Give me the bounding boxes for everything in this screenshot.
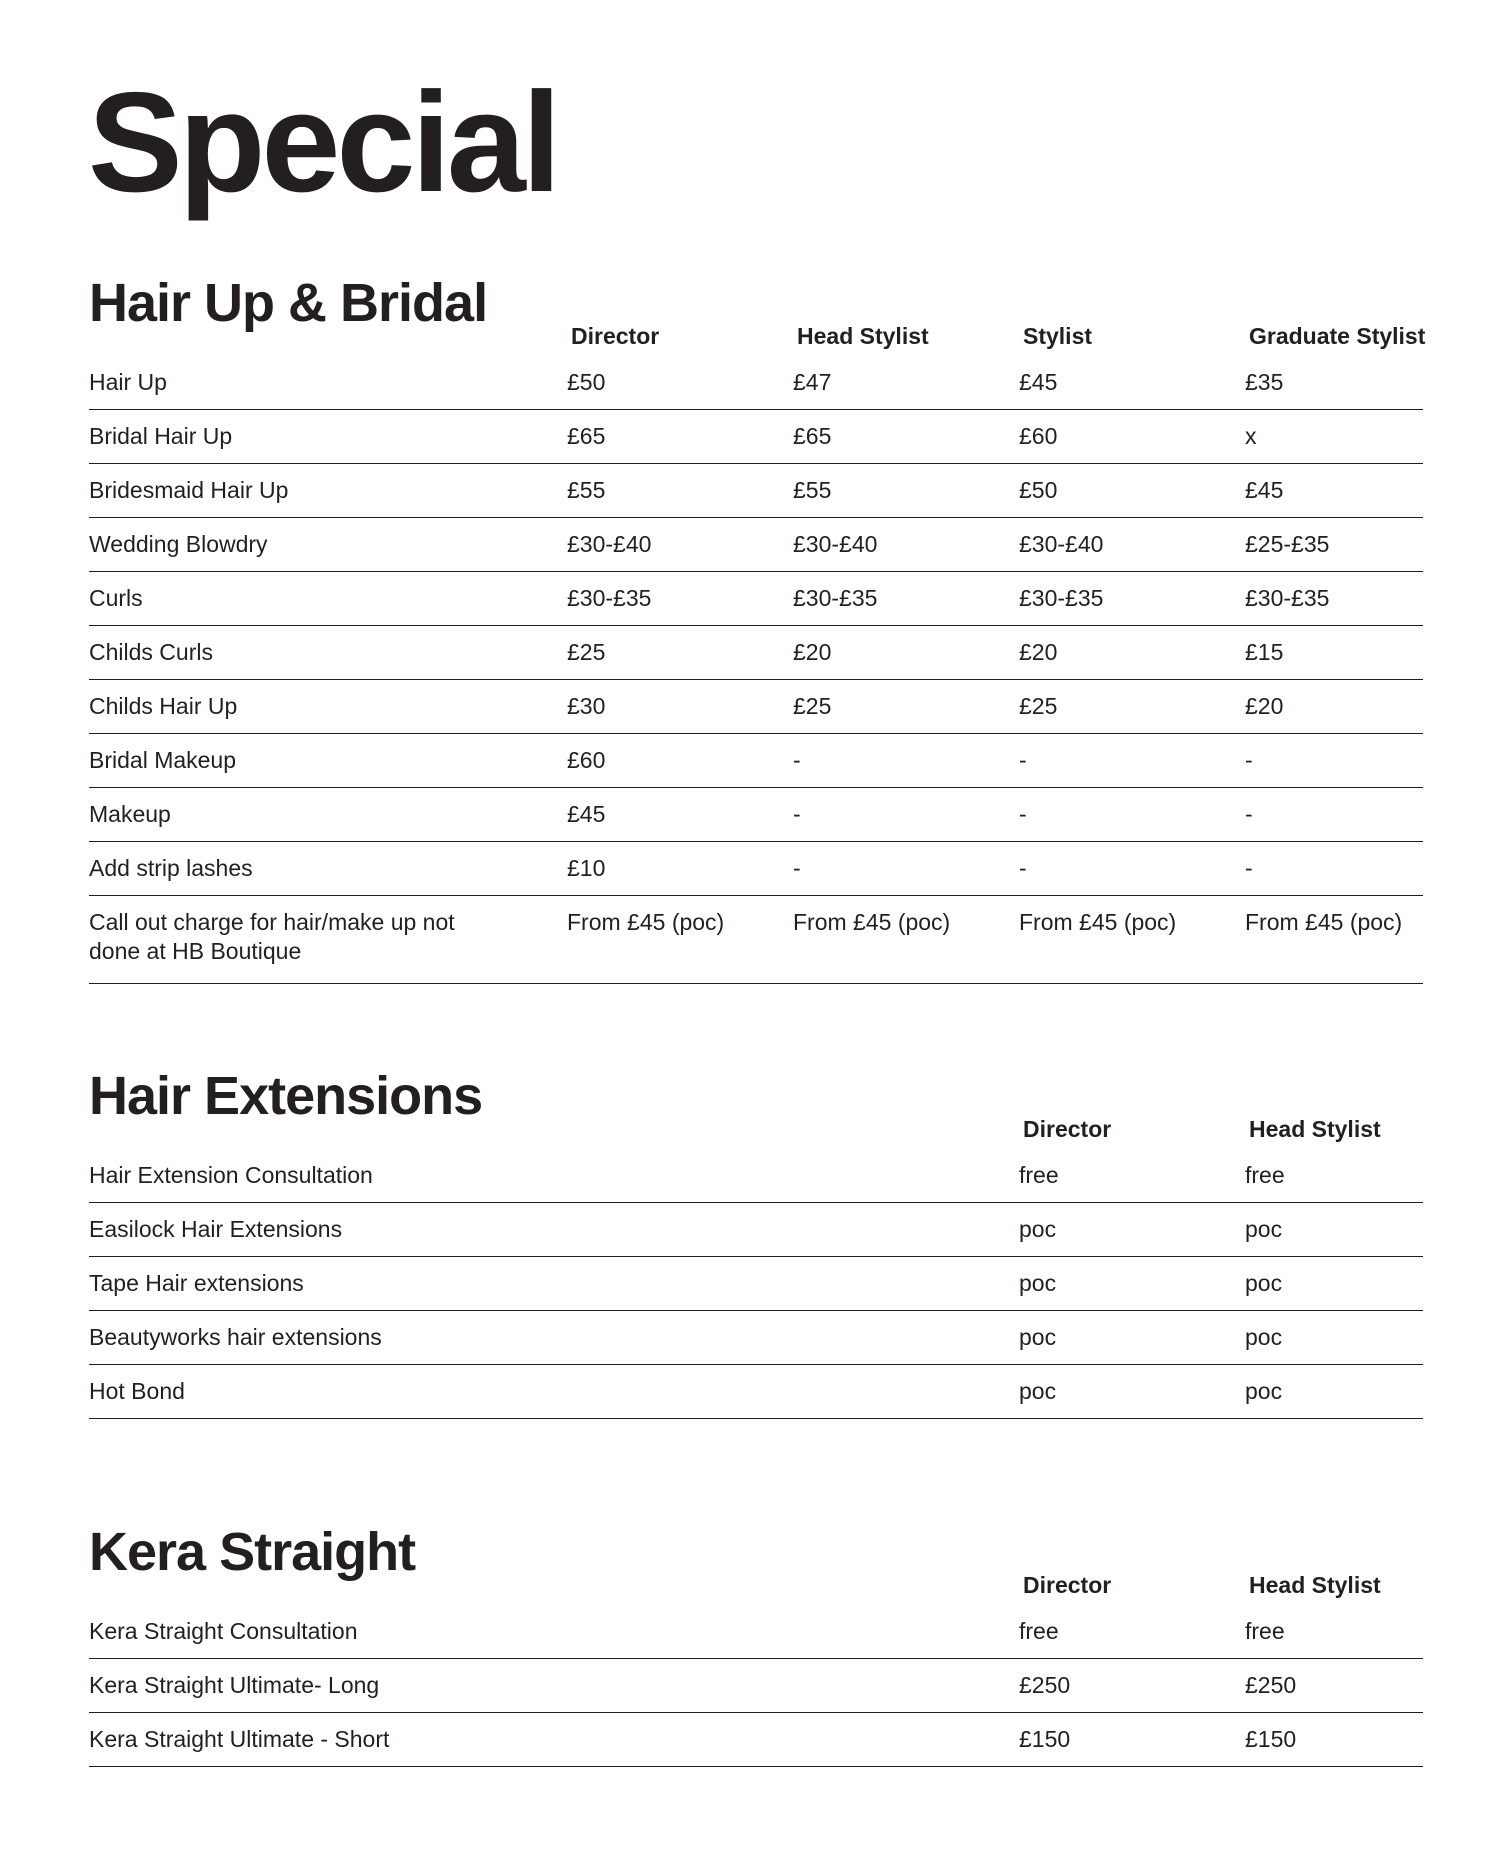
service-name: Hair Up bbox=[89, 369, 167, 395]
column-header-director: Director bbox=[571, 323, 660, 349]
service-name: Bridal Makeup bbox=[89, 747, 237, 773]
service-name: Bridal Hair Up bbox=[89, 423, 233, 449]
table-row bbox=[89, 572, 1423, 626]
price-director: £30-£40 bbox=[567, 531, 652, 557]
price-director: £55 bbox=[567, 477, 606, 503]
price-stylist: £30-£40 bbox=[1019, 531, 1104, 557]
column-header-director: Director bbox=[1023, 1572, 1112, 1598]
price-stylist: £20 bbox=[1019, 639, 1058, 665]
table-row bbox=[89, 1659, 1423, 1713]
price-graduate-stylist: £35 bbox=[1245, 369, 1284, 395]
price-head-stylist: £65 bbox=[793, 423, 832, 449]
price-director: £250 bbox=[1019, 1672, 1071, 1698]
service-name: Add strip lashes bbox=[89, 855, 253, 881]
service-name: Bridesmaid Hair Up bbox=[89, 477, 289, 503]
table-row bbox=[89, 1605, 1423, 1659]
service-name: Childs Hair Up bbox=[89, 693, 238, 719]
price-head-stylist: £150 bbox=[1245, 1726, 1297, 1752]
column-header-head-stylist: Head Stylist bbox=[1249, 1116, 1381, 1142]
service-name: Tape Hair extensions bbox=[89, 1270, 304, 1296]
section-hair-up-bridal bbox=[89, 273, 1426, 984]
price-head-stylist: - bbox=[793, 747, 801, 773]
price-director: free bbox=[1019, 1618, 1059, 1644]
price-director: poc bbox=[1019, 1216, 1057, 1242]
price-graduate-stylist: x bbox=[1245, 423, 1257, 449]
section-hair-extensions bbox=[89, 1066, 1423, 1419]
price-head-stylist: - bbox=[793, 855, 801, 881]
price-director: £150 bbox=[1019, 1726, 1071, 1752]
table-row bbox=[89, 518, 1423, 572]
table-row bbox=[89, 626, 1423, 680]
table-row bbox=[89, 1713, 1423, 1767]
table-row bbox=[89, 896, 1423, 984]
price-graduate-stylist: - bbox=[1245, 855, 1253, 881]
table-row bbox=[89, 1365, 1423, 1419]
service-name: Makeup bbox=[89, 801, 171, 827]
price-graduate-stylist: - bbox=[1245, 801, 1253, 827]
table-row bbox=[89, 356, 1423, 410]
price-head-stylist: £25 bbox=[793, 693, 832, 719]
table-row bbox=[89, 734, 1423, 788]
price-stylist: £45 bbox=[1019, 369, 1058, 395]
service-name: Kera Straight Consultation bbox=[89, 1618, 358, 1644]
column-header-stylist: Stylist bbox=[1023, 323, 1093, 349]
price-stylist: £25 bbox=[1019, 693, 1058, 719]
service-name: Kera Straight Ultimate- Long bbox=[89, 1672, 380, 1698]
price-head-stylist: free bbox=[1245, 1618, 1285, 1644]
service-name: Hair Extension Consultation bbox=[89, 1162, 373, 1188]
service-name: Kera Straight Ultimate - Short bbox=[89, 1726, 390, 1752]
price-director: poc bbox=[1019, 1270, 1057, 1296]
table-row bbox=[89, 410, 1423, 464]
price-head-stylist: £30-£40 bbox=[793, 531, 878, 557]
table-row bbox=[89, 1311, 1423, 1365]
price-director: £50 bbox=[567, 369, 606, 395]
price-stylist: - bbox=[1019, 801, 1027, 827]
price-stylist: - bbox=[1019, 855, 1027, 881]
service-name: Call out charge for hair/make up not done at HB Boutique bbox=[89, 909, 455, 964]
service-name: Hot Bond bbox=[89, 1378, 185, 1404]
table-row bbox=[89, 680, 1423, 734]
service-name: Easilock Hair Extensions bbox=[89, 1216, 343, 1242]
price-graduate-stylist: £30-£35 bbox=[1245, 585, 1330, 611]
price-director: £25 bbox=[567, 639, 606, 665]
price-director: £30-£35 bbox=[567, 585, 652, 611]
price-graduate-stylist: £15 bbox=[1245, 639, 1284, 665]
column-header-graduate-stylist: Graduate Stylist bbox=[1249, 323, 1426, 349]
table-row bbox=[89, 464, 1423, 518]
price-head-stylist: £47 bbox=[793, 369, 832, 395]
column-header-head-stylist: Head Stylist bbox=[1249, 1572, 1381, 1598]
section-header bbox=[89, 1522, 1423, 1605]
service-name: Wedding Blowdry bbox=[89, 531, 268, 557]
price-director: £30 bbox=[567, 693, 606, 719]
price-graduate-stylist: £20 bbox=[1245, 693, 1284, 719]
price-graduate-stylist: £25-£35 bbox=[1245, 531, 1330, 557]
price-head-stylist: £30-£35 bbox=[793, 585, 878, 611]
price-head-stylist: poc bbox=[1245, 1378, 1283, 1404]
service-name: Curls bbox=[89, 585, 143, 611]
price-stylist: £60 bbox=[1019, 423, 1058, 449]
service-name: Beautyworks hair extensions bbox=[89, 1324, 382, 1350]
page-title: Special bbox=[88, 63, 558, 222]
price-graduate-stylist: - bbox=[1245, 747, 1253, 773]
price-head-stylist: From £45 (poc) bbox=[793, 909, 951, 935]
price-stylist: £30-£35 bbox=[1019, 585, 1104, 611]
section-title: Kera Straight bbox=[89, 1522, 416, 1582]
price-head-stylist: free bbox=[1245, 1162, 1285, 1188]
price-director: poc bbox=[1019, 1378, 1057, 1404]
section-header bbox=[89, 273, 1426, 356]
price-table bbox=[89, 1149, 1423, 1419]
price-head-stylist: £20 bbox=[793, 639, 832, 665]
price-stylist: From £45 (poc) bbox=[1019, 909, 1177, 935]
price-director: poc bbox=[1019, 1324, 1057, 1350]
table-row bbox=[89, 1257, 1423, 1311]
table-row bbox=[89, 788, 1423, 842]
price-head-stylist: £250 bbox=[1245, 1672, 1297, 1698]
price-head-stylist: £55 bbox=[793, 477, 832, 503]
table-row bbox=[89, 842, 1423, 896]
section-kera-straight bbox=[89, 1522, 1423, 1767]
section-title: Hair Up & Bridal bbox=[89, 273, 488, 333]
price-head-stylist: poc bbox=[1245, 1270, 1283, 1296]
price-director: £10 bbox=[567, 855, 606, 881]
section-header bbox=[89, 1066, 1423, 1149]
column-header-head-stylist: Head Stylist bbox=[797, 323, 929, 349]
price-stylist: - bbox=[1019, 747, 1027, 773]
price-director: From £45 (poc) bbox=[567, 909, 725, 935]
price-director: free bbox=[1019, 1162, 1059, 1188]
price-table bbox=[89, 356, 1423, 984]
column-header-director: Director bbox=[1023, 1116, 1112, 1142]
price-head-stylist: poc bbox=[1245, 1324, 1283, 1350]
price-table bbox=[89, 1605, 1423, 1767]
price-director: £65 bbox=[567, 423, 606, 449]
price-director: £45 bbox=[567, 801, 606, 827]
section-title: Hair Extensions bbox=[89, 1066, 483, 1126]
price-graduate-stylist: From £45 (poc) bbox=[1245, 909, 1403, 935]
table-row bbox=[89, 1203, 1423, 1257]
price-head-stylist: - bbox=[793, 801, 801, 827]
price-director: £60 bbox=[567, 747, 606, 773]
table-row bbox=[89, 1149, 1423, 1203]
price-head-stylist: poc bbox=[1245, 1216, 1283, 1242]
service-name: Childs Curls bbox=[89, 639, 213, 665]
price-graduate-stylist: £45 bbox=[1245, 477, 1284, 503]
price-stylist: £50 bbox=[1019, 477, 1058, 503]
